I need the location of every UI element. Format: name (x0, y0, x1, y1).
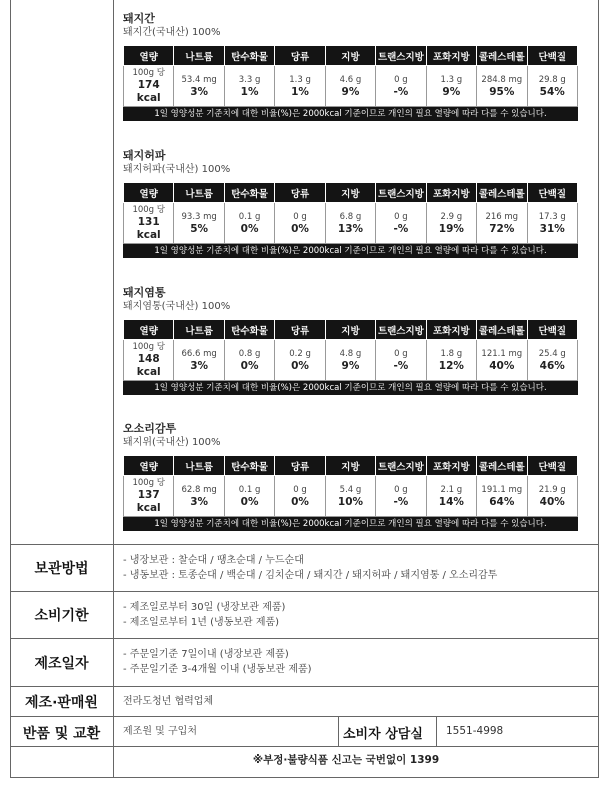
mfgdate-line: - 주문일기준 7일이내 (냉장보관 제품) (123, 649, 289, 660)
bottom-border (10, 777, 599, 778)
nutrient-cell (527, 66, 578, 107)
daily-value-note: 1일 영양성분 기준치에 대한 비율(%)은 2000kcal 기준이므로 개인의 필요 열량에 따라 다를 수 있습니다. (123, 244, 578, 258)
nutrition-header: 포화지방 (426, 320, 476, 340)
nutrition-table (123, 45, 578, 107)
nutrient-cell (376, 476, 426, 517)
product-ingredient: 돼지염통(국내산) 100% (123, 301, 231, 312)
nutrition-header: 나트륨 (174, 456, 224, 476)
nutrition-header: 트랜스지방 (376, 183, 426, 203)
nutrient-amount: 1.8 g (440, 348, 463, 359)
nutrition-header: 탄수화물 (224, 456, 274, 476)
nutrient-amount: 1.3 g (440, 74, 463, 85)
nutrition-header: 단백질 (527, 46, 578, 66)
nutrient-cell (224, 340, 274, 381)
nutrition-header: 탄수화물 (224, 183, 274, 203)
nutrition-header: 콜레스테롤 (477, 46, 527, 66)
right-border (598, 0, 599, 778)
nutrition-header: 콜레스테롤 (477, 183, 527, 203)
expiry-label: 소비기한 (34, 608, 89, 624)
nutrition-table (123, 455, 578, 517)
nutrient-percent: 9% (341, 85, 360, 98)
nutrient-amount: 0 g (394, 74, 408, 85)
nutrition-header: 지방 (325, 46, 375, 66)
row-divider (10, 716, 599, 717)
nutrient-percent: 0% (240, 359, 259, 372)
nutrient-percent: 13% (337, 222, 364, 235)
nutrition-header: 탄수화물 (224, 320, 274, 340)
nutrient-amount: 93.3 mg (181, 211, 217, 222)
product-name: 오소리감투 (123, 422, 177, 435)
nutrient-cell (174, 476, 224, 517)
nutrient-percent: 0% (291, 222, 309, 235)
nutrition-table (123, 182, 578, 244)
nutrient-amount: 2.1 g (440, 484, 463, 495)
nutrition-block (123, 12, 578, 121)
nutrient-amount: 62.8 mg (181, 484, 217, 495)
nutrient-amount: 21.9 g (538, 484, 566, 495)
nutrient-percent: 1% (291, 85, 309, 98)
nutrient-cell (275, 203, 325, 244)
nutrition-header: 열량 (124, 46, 174, 66)
nutrient-percent: 0% (240, 495, 259, 508)
nutrition-header: 포화지방 (426, 46, 476, 66)
nutrient-cell (224, 203, 274, 244)
serving-size: 100g 당 (132, 68, 165, 78)
nutrient-amount: 284.8 mg (481, 74, 523, 85)
energy-value: 131 kcal (136, 216, 161, 241)
consult-divider-left (338, 716, 339, 747)
nutrient-amount: 66.6 mg (181, 348, 217, 359)
nutrition-header: 지방 (325, 456, 375, 476)
nutrient-cell (174, 340, 224, 381)
nutrient-percent: -% (393, 359, 409, 372)
nutrition-header: 포화지방 (426, 456, 476, 476)
nutrient-percent: 12% (438, 359, 464, 372)
serving-size: 100g 당 (132, 342, 165, 352)
nutrient-amount: 25.4 g (538, 348, 566, 359)
nutrition-header: 나트륨 (174, 46, 224, 66)
nutrient-amount: 4.8 g (339, 348, 362, 359)
nutrition-header: 트랜스지방 (376, 46, 426, 66)
nutrition-value-row (124, 340, 578, 381)
nutrient-percent: 9% (341, 359, 360, 372)
nutrient-amount: 17.3 g (538, 211, 566, 222)
returns-label: 반품 및 교환 (22, 726, 101, 742)
nutrient-cell (477, 340, 527, 381)
storage-info (123, 553, 497, 583)
nutrient-amount: 0 g (394, 211, 408, 222)
nutrient-percent: 0% (291, 359, 309, 372)
nutrition-header-row (124, 320, 578, 340)
storage-line: - 냉동보관 : 토종순대 / 백순대 / 김치순대 / 돼지간 / 돼지허파 / 돼지염통 / 오소리감투 (123, 570, 498, 581)
nutrition-header: 콜레스테롤 (477, 320, 527, 340)
nutrient-cell (174, 203, 224, 244)
nutrient-cell (325, 66, 375, 107)
expiry-line: - 제조일로부터 1년 (냉동보관 제품) (123, 617, 280, 628)
nutrition-header: 당류 (275, 456, 325, 476)
row-divider (10, 686, 599, 687)
nutrient-percent: -% (393, 222, 409, 235)
nutrient-percent: 3% (190, 359, 209, 372)
nutrient-percent: 31% (539, 222, 565, 235)
nutrient-amount: 4.6 g (339, 74, 362, 85)
nutrient-cell (376, 66, 426, 107)
nutrient-percent: -% (393, 85, 409, 98)
nutrient-percent: 1% (240, 85, 259, 98)
nutrient-amount: 0 g (394, 348, 408, 359)
nutrient-percent: 9% (442, 85, 461, 98)
nutrient-percent: 64% (489, 495, 515, 508)
nutrient-percent: 54% (539, 85, 565, 98)
nutrition-value-row (124, 203, 578, 244)
returns-value: 제조원 및 구입처 (123, 726, 197, 737)
serving-size: 100g 당 (132, 205, 165, 215)
nutrient-amount: 191.1 mg (481, 484, 523, 495)
nutrition-table (123, 319, 578, 381)
nutrient-percent: 95% (489, 85, 515, 98)
nutrition-header: 포화지방 (426, 183, 476, 203)
nutrition-header-row (124, 456, 578, 476)
nutrient-amount: 216 mg (485, 211, 519, 222)
maker-value: 전라도청년 협력업체 (123, 696, 214, 707)
row-divider (10, 638, 599, 639)
nutrient-percent: 14% (438, 495, 464, 508)
report-notice: ※부정·불량식품 신고는 국번없이 1399 (252, 754, 440, 766)
nutrition-header: 열량 (124, 320, 174, 340)
consult-divider-right (436, 716, 437, 747)
nutrient-percent: 0% (240, 222, 259, 235)
nutrient-amount: 0 g (394, 484, 408, 495)
nutrition-header-row (124, 183, 578, 203)
nutrient-percent: 19% (438, 222, 464, 235)
consumer-center-phone[interactable]: 1551-4998 (446, 725, 504, 737)
nutrition-header-row (124, 46, 578, 66)
nutrition-header: 열량 (124, 183, 174, 203)
mfgdate-info (123, 647, 312, 677)
expiry-info (123, 600, 285, 630)
nutrition-block (123, 149, 578, 258)
nutrition-value-row (124, 476, 578, 517)
nutrient-amount: 2.9 g (440, 211, 463, 222)
nutrient-cell (376, 203, 426, 244)
energy-value: 174 kcal (136, 79, 161, 104)
nutrient-percent: 0% (291, 495, 309, 508)
nutrient-cell (325, 476, 375, 517)
nutrient-cell (527, 340, 578, 381)
nutrient-amount: 29.8 g (538, 74, 566, 85)
nutrient-percent: 72% (489, 222, 515, 235)
product-name: 돼지허파 (123, 149, 166, 162)
row-divider (10, 591, 599, 592)
row-divider (10, 746, 599, 747)
nutrient-cell (325, 203, 375, 244)
nutrient-amount: 5.4 g (339, 484, 362, 495)
nutrient-cell (426, 66, 476, 107)
nutrition-header: 당류 (275, 320, 325, 340)
nutrition-header: 나트륨 (174, 320, 224, 340)
consumer-center-label: 소비자 상담실 (343, 727, 423, 742)
nutrient-amount: 0.1 g (238, 484, 261, 495)
nutrition-header: 탄수화물 (224, 46, 274, 66)
nutrient-percent: 3% (190, 495, 209, 508)
nutrition-header: 단백질 (527, 183, 578, 203)
energy-cell (124, 66, 174, 107)
product-ingredient: 돼지위(국내산) 100% (123, 437, 221, 448)
product-ingredient: 돼지간(국내산) 100% (123, 27, 221, 38)
product-name: 돼지간 (123, 12, 155, 25)
nutrition-header: 단백질 (527, 456, 578, 476)
nutrient-amount: 0 g (293, 211, 307, 222)
nutrient-percent: 46% (539, 359, 565, 372)
daily-value-note: 1일 영양성분 기준치에 대한 비율(%)은 2000kcal 기준이므로 개인의 필요 열량에 따라 다를 수 있습니다. (123, 381, 578, 395)
nutrient-amount: 0.1 g (238, 211, 261, 222)
nutrient-cell (426, 340, 476, 381)
nutrient-percent: 3% (190, 85, 209, 98)
nutrient-amount: 6.8 g (339, 211, 362, 222)
nutrient-cell (325, 340, 375, 381)
nutrient-cell (275, 66, 325, 107)
row-divider (10, 544, 599, 545)
nutrient-cell (376, 340, 426, 381)
label-column-divider (113, 0, 114, 778)
nutrition-header: 당류 (275, 46, 325, 66)
nutrition-header: 트랜스지방 (376, 456, 426, 476)
nutrient-percent: 40% (539, 495, 565, 508)
nutrient-percent: 5% (190, 222, 209, 235)
serving-size: 100g 당 (132, 478, 165, 488)
nutrition-block (123, 286, 578, 395)
mfgdate-label: 제조일자 (34, 656, 89, 672)
nutrition-header: 트랜스지방 (376, 320, 426, 340)
nutrition-header: 지방 (325, 320, 375, 340)
nutrient-amount: 0.2 g (289, 348, 311, 359)
nutrient-amount: 53.4 mg (181, 74, 217, 85)
nutrition-header: 콜레스테롤 (477, 456, 527, 476)
nutrient-cell (477, 203, 527, 244)
nutrient-cell (527, 203, 578, 244)
nutrient-cell (224, 66, 274, 107)
nutrient-amount: 0 g (293, 484, 307, 495)
energy-cell (124, 203, 174, 244)
nutrient-cell (224, 476, 274, 517)
energy-cell (124, 476, 174, 517)
product-name: 돼지염통 (123, 286, 166, 299)
maker-label: 제조·판매원 (25, 695, 98, 711)
energy-value: 137 kcal (136, 489, 161, 514)
nutrient-percent: 40% (489, 359, 515, 372)
nutrient-cell (477, 476, 527, 517)
nutrition-block (123, 422, 578, 531)
nutrition-header: 열량 (124, 456, 174, 476)
nutrient-percent: -% (393, 495, 409, 508)
nutrient-cell (527, 476, 578, 517)
nutrient-cell (174, 66, 224, 107)
product-ingredient: 돼지허파(국내산) 100% (123, 164, 231, 175)
energy-cell (124, 340, 174, 381)
nutrition-header: 지방 (325, 183, 375, 203)
nutrition-header: 당류 (275, 183, 325, 203)
nutrient-amount: 0.8 g (238, 348, 261, 359)
storage-label: 보관방법 (34, 561, 89, 577)
daily-value-note: 1일 영양성분 기준치에 대한 비율(%)은 2000kcal 기준이므로 개인의 필요 열량에 따라 다를 수 있습니다. (123, 107, 578, 121)
nutrient-amount: 121.1 mg (481, 348, 523, 359)
nutrient-cell (275, 340, 325, 381)
nutrient-cell (275, 476, 325, 517)
nutrient-cell (426, 203, 476, 244)
expiry-line: - 제조일로부터 30일 (냉장보관 제품) (123, 602, 286, 613)
nutrition-value-row (124, 66, 578, 107)
daily-value-note: 1일 영양성분 기준치에 대한 비율(%)은 2000kcal 기준이므로 개인의 필요 열량에 따라 다를 수 있습니다. (123, 517, 578, 531)
nutrition-header: 나트륨 (174, 183, 224, 203)
nutrient-cell (426, 476, 476, 517)
nutrition-header: 단백질 (527, 320, 578, 340)
storage-line: - 냉장보관 : 찰순대 / 땡초순대 / 누드순대 (123, 555, 304, 566)
nutrient-cell (477, 66, 527, 107)
energy-value: 148 kcal (136, 353, 161, 378)
mfgdate-line: - 주문일기준 3-4개월 이내 (냉동보관 제품) (123, 664, 312, 675)
nutrient-amount: 1.3 g (289, 74, 311, 85)
nutrient-amount: 3.3 g (238, 74, 261, 85)
nutrient-percent: 10% (337, 495, 364, 508)
